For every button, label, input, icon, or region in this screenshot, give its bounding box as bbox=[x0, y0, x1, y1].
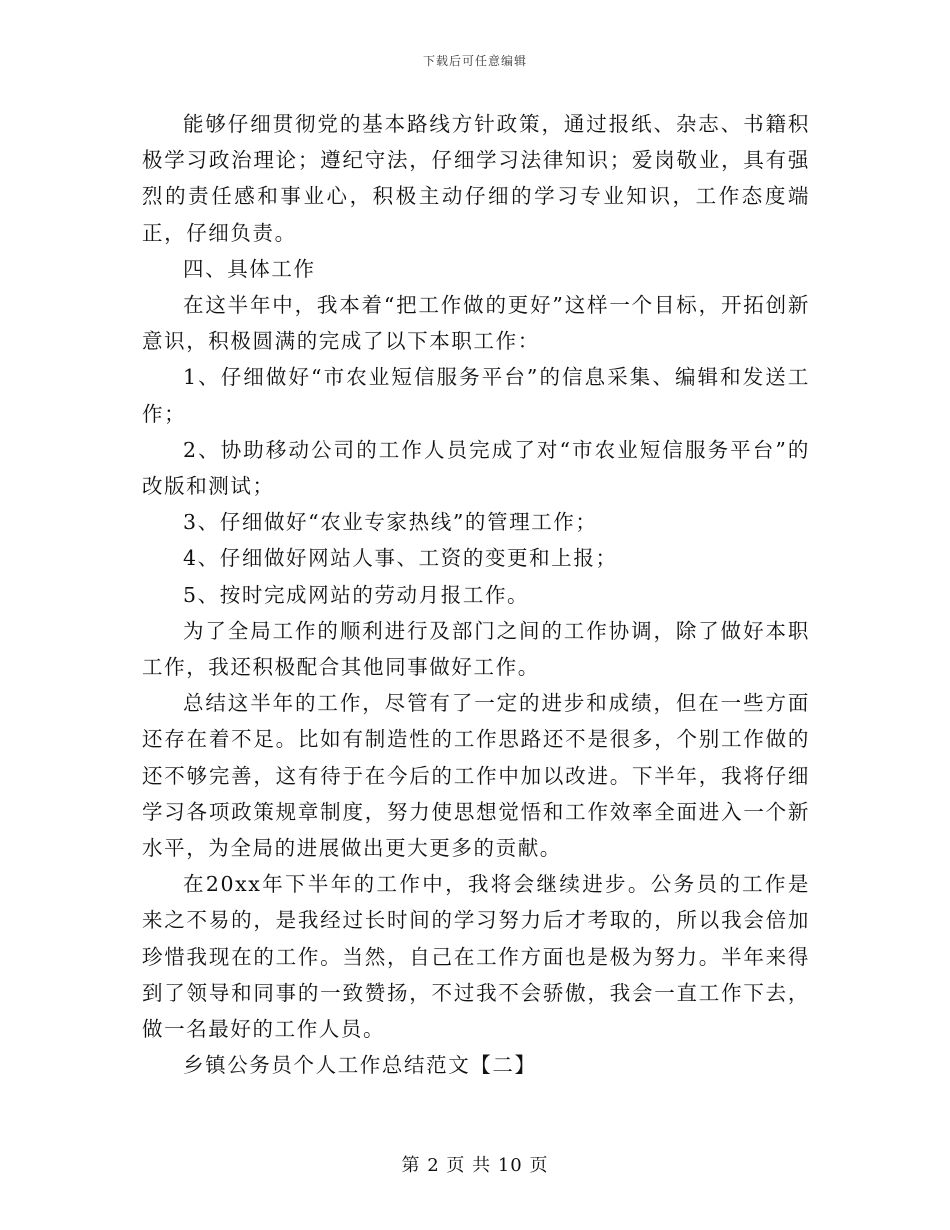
page-number-footer: 第 2 页 共 10 页 bbox=[401, 1155, 549, 1176]
paragraph-summary: 总结这半年的工作，尽管有了一定的进步和成绩，但在一些方面还存在着不足。比如有制造性的工作思路还不是很多，个别工作做的还不够完善，这有待于在今后的工作中加以改进。下半年，我将仔细学习各项政策规章制度，努力使思想觉悟和工作效率全面进入一个新水平，为全局的进展做出更大更多的贡献。 bbox=[142, 691, 810, 861]
list-item-platform-revision: 2、协助移动公司的工作人员完成了对“市农业短信服务平台”的改版和测试； bbox=[142, 437, 810, 499]
document-body bbox=[142, 106, 810, 1083]
paragraph-political-study: 能够仔细贯彻党的基本路线方针政策，通过报纸、杂志、书籍积极学习政治理论；遵纪守法，仔细学习法律知识；爱岗敬业，具有强烈的责任感和事业心，积极主动仔细的学习专业知识，工作态度端正，仔细负责。 bbox=[142, 112, 810, 245]
list-item-personnel-salary: 4、仔细做好网站人事、工资的变更和上报； bbox=[183, 546, 618, 571]
paragraph-work-intro: 在这半年中，我本着“把工作做的更好”这样一个目标，开拓创新意识，积极圆满的完成了以下本职工作： bbox=[142, 293, 810, 354]
paragraph-cooperation: 为了全局工作的顺利进行及部门之间的工作协调，除了做好本职工作，我还积极配合其他同事做好工作。 bbox=[142, 618, 810, 680]
section-title-part-two: 乡镇公务员个人工作总结范文【二】 bbox=[183, 1053, 537, 1078]
list-item-monthly-report: 5、按时完成网站的劳动月报工作。 bbox=[183, 582, 530, 607]
section-heading-specific-work: 四、具体工作 bbox=[183, 256, 316, 281]
paragraph-outlook: 在20xx年下半年的工作中，我将会继续进步。公务员的工作是来之不易的，是我经过长时间的学习努力后才考取的，所以我会倍加珍惜我现在的工作。当然，自己在工作方面也是极为努力。半年来得到了领导和同事的一致赞扬，不过我不会骄傲，我会一直工作下去，做一名最好的工作人员。 bbox=[142, 872, 810, 1042]
list-item-sms-platform: 1、仔细做好“市农业短信服务平台”的信息采集、编辑和发送工作； bbox=[142, 365, 810, 426]
page-header-note: 下载后可任意编辑 bbox=[422, 54, 527, 68]
list-item-expert-hotline: 3、仔细做好“农业专家热线”的管理工作； bbox=[183, 510, 598, 535]
